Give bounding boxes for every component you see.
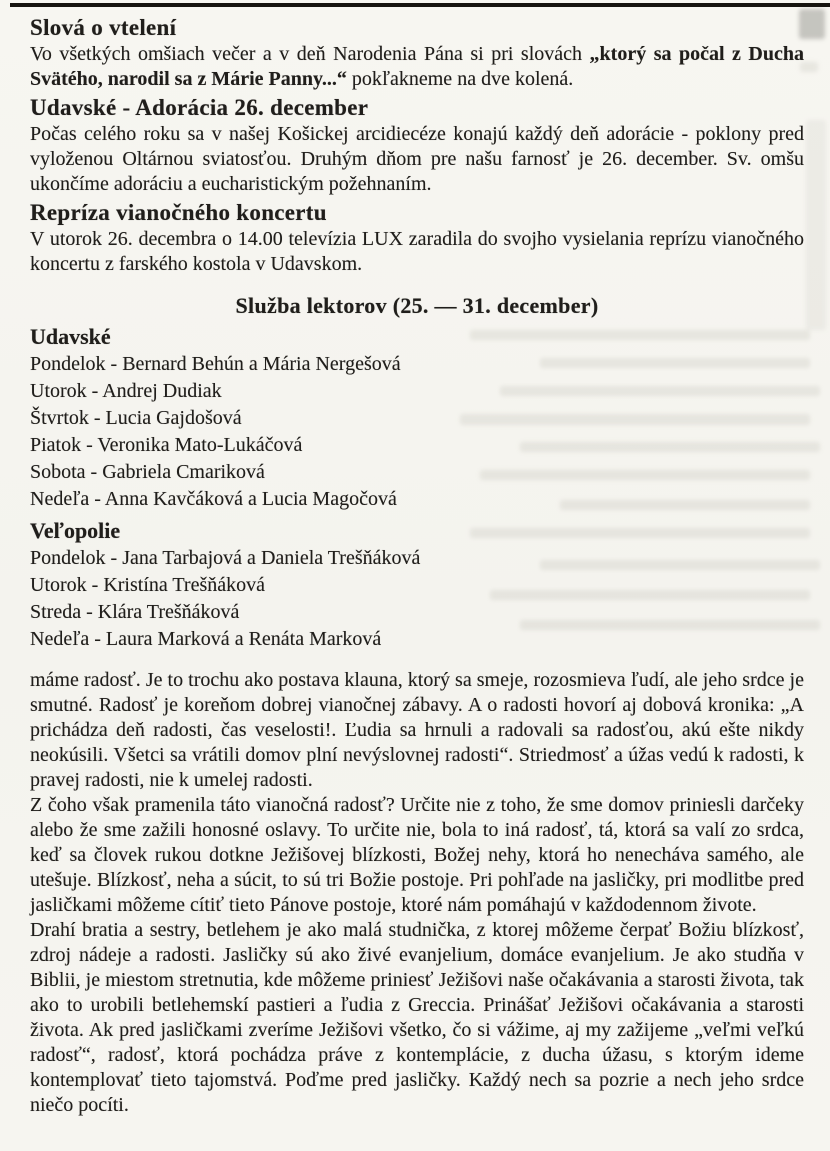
lectors-group-velopolie [30, 518, 804, 653]
homily-paragraph: máme radosť. Je to trochu ako postava klauna, ktorý sa smeje, rozosmieva ľudí, ale jeho srdce je smutné. Radosť je koreňom dobrej vianočnej zábavy. A o radosti hovorí aj dobová kronika: „A prichádza deň radosti, čas veselosti!. Ľudia sa hrnuli a radovali sa radosťou, akú ešte nikdy neokúsili. Všetci sa vrátili domov plní nevýslovnej radosti“. Striedmosť a úžas vedú k radosti, k pravej radosti, nie k umelej radosti. [30, 669, 804, 791]
section-paragraph: Počas celého roku sa v našej Košickej arcidiecéze konajú každý deň adorácie - poklony pred vyloženou Oltárnou sviatosťou. Druhým dňom pre našu farnosť je 26. december. Sv. omšu ukončíme adoráciu a eucharistickým požehnaním. [30, 123, 804, 195]
section-homily-text [30, 668, 804, 1118]
lectors-roster [30, 351, 804, 513]
roster-entry: Nedeľa - Anna Kavčáková a Lucia Magočová [30, 488, 397, 510]
homily-paragraph: Drahí bratia a sestry, betlehem je ako malá studnička, z ktorej môžeme čerpať Božiu blízkosť, zdroj nádeje a radosti. Jasličky sú ako živé evanjelium, domáce evanjelium. Je ako studňa v Biblii, je miestom stretnutia, kde môžeme priniesť Ježišovi naše očakávania a starosti života, tak ako to urobili betlehemskí pastieri a ľudia z Greccia. Prinášať Ježišovi očakávania a starosti života. Ak pred jasličkami zveríme Ježišovi všetko, čo si vážime, aj my zažijeme „veľmi veľkú radosť“, radosť, ktorá pochádza práve z kontemplácie, z ducha úžasu, s ktorým ideme kontemplovať tieto tajomstvá. Poďme pred jasličky. Každý nech sa pozrie a nech jeho srdce niečo pocíti. [30, 919, 804, 1116]
roster-entry: Pondelok - Bernard Behún a Mária Nergešová [30, 353, 401, 375]
roster-entry: Štvrtok - Lucia Gajdošová [30, 407, 242, 429]
bold-quote: „ktorý sa počal z Ducha Svätého, narodil sa z Márie Panny...“ [30, 43, 804, 90]
roster-entry: Sobota - Gabriela Cmariková [30, 461, 265, 483]
roster-entry: Utorok - Kristína Trešňáková [30, 574, 265, 596]
section-paragraph: V utorok 26. decembra o 14.00 televízia LUX zaradila do svojho vysielania reprízu vianočného koncertu z farského kostola v Udavskom. [30, 228, 804, 275]
roster-entry: Streda - Klára Trešňáková [30, 601, 240, 623]
page-content [30, 0, 804, 1118]
roster-entry: Pondelok - Jana Tarbajová a Daniela Trešňáková [30, 547, 421, 569]
section-slova-o-vteleni [30, 15, 804, 92]
section-adoracia [30, 95, 804, 197]
group-name: Veľopolie [30, 518, 121, 543]
paragraph-text: pokľakneme na dve kolená. [346, 68, 574, 90]
section-heading: Repríza vianočného koncertu [30, 200, 327, 225]
homily-paragraph: Z čoho však pramenila táto vianočná radosť? Určite nie z toho, že sme domov priniesli darčeky alebo že sme zažili honosné oslavy. To určite nie, bola to iná radosť, tá, ktorá sa valí zo srdca, keď sa človek rukou dotkne Ježišovej blízkosti, Božej nehy, ktorá ho nenecháva samého, ale utešuje. Blízkosť, neha a súcit, to sú tri Božie postoje. Pri pohľade na jasličky, pri modlitbe pred jasličkami môžeme cítiť tieto Pánove postoje, ktoré nám pomáhajú v každodennom živote. [30, 794, 804, 916]
section-heading: Udavské - Adorácia 26. december [30, 95, 369, 120]
section-repriza-koncertu [30, 200, 804, 277]
lectors-roster [30, 545, 804, 653]
section-sluzba-lektorov [30, 293, 804, 653]
section-heading: Slová o vtelení [30, 15, 177, 40]
section-paragraph [30, 42, 804, 92]
lectors-group-udavske [30, 324, 804, 513]
roster-entry: Utorok - Andrej Dudiak [30, 380, 222, 402]
paragraph-text: Vo všetkých omšiach večer a v deň Narodenia Pána si pri slovách [30, 43, 590, 65]
group-name: Udavské [30, 324, 111, 349]
bleed-through-mark [806, 120, 826, 330]
roster-entry: Piatok - Veronika Mato-Lukáčová [30, 434, 303, 456]
roster-entry: Nedeľa - Laura Marková a Renáta Marková [30, 628, 382, 650]
lectors-title: Služba lektorov (25. — 31. december) [235, 293, 599, 318]
